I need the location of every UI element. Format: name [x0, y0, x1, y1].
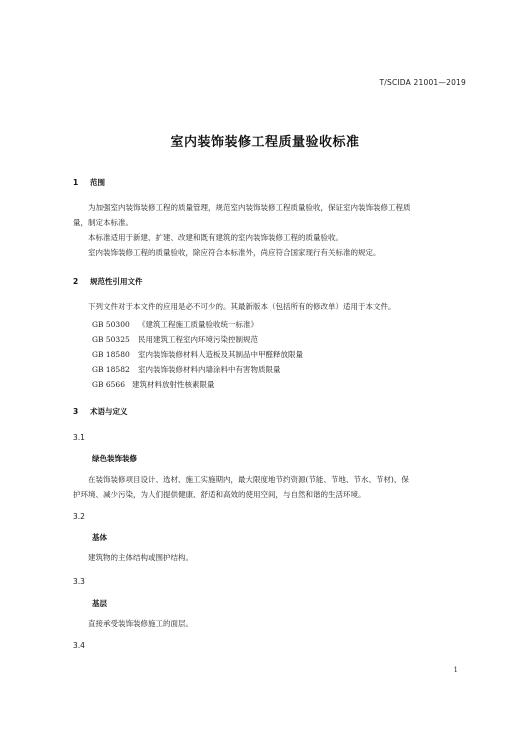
section-3-heading	[73, 406, 128, 417]
term-number: 3.3	[73, 577, 85, 586]
term-name: 绿色装饰装修	[92, 454, 137, 463]
paragraph-line: 室内装饰装修工程的质量验收，除应符合本标准外，尚应符合国家现行有关标准的规定。	[88, 248, 381, 257]
reference-item	[92, 319, 258, 330]
section-title: 术语与定义	[90, 407, 128, 416]
section-number: 2	[73, 277, 79, 286]
reference-title: 室内装饰装修材料人造板及其制品中甲醛释放限量	[138, 350, 303, 359]
reference-code: GB 6566	[92, 380, 125, 389]
paragraph-line: 为加强室内装饰装修工程的质量管理，规范室内装饰装修工程质量验收，保证室内装饰装修工程质	[88, 203, 411, 212]
term-name: 基层	[92, 599, 107, 608]
reference-code: GB 18580	[92, 350, 130, 359]
document-code: T/SCIDA 21001—2019	[379, 78, 466, 87]
reference-item	[92, 334, 258, 345]
paragraph-line: 建筑物的主体结构或围护结构。	[88, 553, 193, 562]
scope-paragraph-2	[73, 230, 465, 245]
section-number: 3	[73, 407, 79, 416]
scope-paragraph-1	[73, 200, 465, 230]
term-definition	[73, 472, 465, 502]
reference-title: 《建筑工程施工质量验收统一标准》	[138, 320, 258, 329]
term-number: 3.1	[73, 433, 85, 442]
term-definition	[73, 616, 465, 631]
reference-title: 室内装饰装修材料内墙涂料中有害物质限量	[138, 365, 281, 374]
page-number: 1	[453, 666, 458, 674]
reference-code: GB 50325	[92, 335, 130, 344]
section-title: 范围	[90, 178, 105, 187]
section-1-heading	[73, 177, 105, 188]
term-number: 3.4	[73, 641, 85, 650]
section-number: 1	[73, 178, 79, 187]
references-intro	[73, 299, 465, 314]
reference-title: 民用建筑工程室内环境污染控制规范	[138, 335, 258, 344]
section-2-heading	[73, 276, 143, 287]
term-number: 3.2	[73, 512, 85, 521]
reference-code: GB 18582	[92, 365, 130, 374]
term-name: 基体	[92, 533, 107, 542]
paragraph-line: 在装饰装修项目设计、选材、施工实施期内，最大限度地节约资源(节能、节地、节水、节材)、保	[88, 475, 409, 484]
paragraph-line: 量，制定本标准。	[73, 218, 133, 227]
reference-item	[92, 349, 303, 360]
paragraph-line: 护环境、减少污染，为人们提供健康、舒适和高效的使用空间，与自然和谐的生活环境。	[73, 490, 366, 499]
paragraph-line: 下列文件对于本文件的应用是必不可少的。其最新版本（包括所有的修改单）适用于本文件。	[88, 302, 396, 311]
paragraph-line: 直接承受装饰装修施工的面层。	[88, 619, 193, 628]
scope-paragraph-3	[73, 245, 465, 260]
reference-code: GB 50300	[92, 320, 130, 329]
reference-item	[92, 364, 281, 375]
reference-item	[92, 379, 215, 390]
reference-title: 建筑材料放射性核素限量	[132, 380, 215, 389]
paragraph-line: 本标准适用于新建、扩建、改建和既有建筑的室内装饰装修工程的质量验收。	[88, 233, 343, 242]
page-title: 室内装饰装修工程质量验收标准	[170, 135, 360, 150]
term-definition	[73, 550, 465, 565]
section-title: 规范性引用文件	[90, 277, 143, 286]
